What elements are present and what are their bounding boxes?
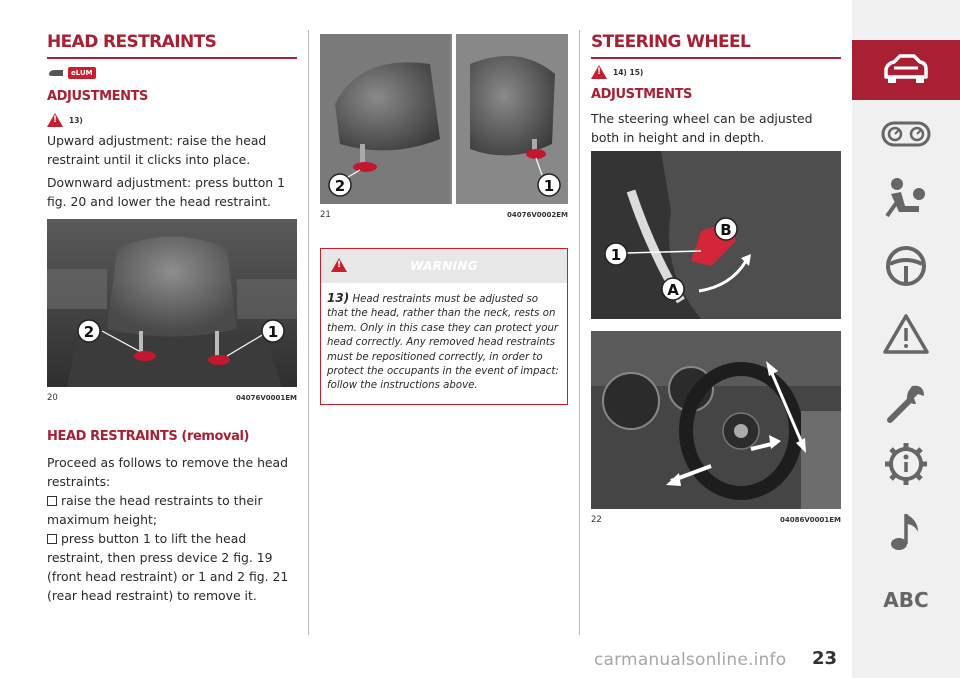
watermark: carmanualsonline.info bbox=[594, 650, 787, 670]
wrench-icon bbox=[884, 380, 928, 424]
chapter-sidebar bbox=[852, 0, 960, 678]
title-rule bbox=[591, 57, 841, 59]
steering-text: The steering wheel can be adjusted both in height and in depth. bbox=[591, 111, 813, 145]
abc-index-label: ABC bbox=[883, 588, 929, 612]
sidebar-item-driving[interactable] bbox=[852, 236, 960, 296]
sidebar-item-multimedia[interactable] bbox=[852, 502, 960, 562]
warning-ref: 14) 15) bbox=[613, 67, 644, 77]
sidebar-item-safety[interactable] bbox=[852, 168, 960, 228]
figure-code: 04076V0002EM bbox=[506, 211, 568, 219]
warning-ref-row bbox=[47, 113, 297, 127]
column-divider bbox=[579, 30, 580, 635]
adjustments-heading: ADJUSTMENTS bbox=[591, 87, 693, 102]
callout-2: 2 bbox=[83, 323, 95, 341]
adjustments-heading: ADJUSTMENTS bbox=[47, 89, 149, 104]
elum-badge: eLUM bbox=[68, 67, 96, 79]
callout-A: A bbox=[667, 281, 679, 299]
figure-22-bottom-photo bbox=[591, 331, 841, 509]
figure-code: 04076V0001EM bbox=[235, 394, 297, 402]
sidebar-item-maintenance[interactable] bbox=[852, 372, 960, 432]
dashboard-gauges-icon bbox=[881, 121, 931, 147]
figure-21-caption bbox=[320, 210, 568, 220]
warning-triangle-icon bbox=[591, 65, 607, 79]
sidebar-item-dashboard[interactable] bbox=[852, 104, 960, 164]
warning-ref-row bbox=[591, 65, 841, 79]
warning-triangle-icon bbox=[882, 313, 930, 355]
version-badge-row bbox=[47, 67, 297, 79]
warning-number: 13) bbox=[327, 291, 350, 305]
adjustments-body bbox=[47, 131, 297, 211]
callout-2: 2 bbox=[334, 177, 346, 195]
figure-22-top-photo bbox=[591, 151, 841, 319]
removal-step-2 bbox=[47, 529, 297, 605]
right-column bbox=[591, 0, 841, 525]
figure-21-photo bbox=[320, 34, 568, 204]
car-icon bbox=[880, 53, 932, 87]
left-column bbox=[47, 0, 297, 605]
column-divider bbox=[308, 30, 309, 635]
removal-intro: Proceed as follows to remove the head restraints: bbox=[47, 455, 289, 489]
removal-heading: HEAD RESTRAINTS (removal) bbox=[47, 429, 250, 444]
figure-number: 22 bbox=[591, 515, 602, 525]
upward-adjust-text: Upward adjustment: raise the head restraint until it clicks into place. bbox=[47, 133, 267, 167]
head-restraints-title: HEAD RESTRAINTS bbox=[47, 32, 217, 52]
middle-column bbox=[320, 0, 568, 405]
sidebar-item-technical[interactable] bbox=[852, 434, 960, 494]
sidebar-item-warnings[interactable] bbox=[852, 304, 960, 364]
checkbox-bullet-icon bbox=[47, 496, 57, 506]
removal-step-text: press button 1 to lift the head restraint, then press device 2 fig. 19 (front head restraint) or 1 and 2 fig. 21 (rear head restraint) to remove it. bbox=[47, 531, 289, 603]
figure-code: 04086V0001EM bbox=[779, 516, 841, 524]
removal-step-text: raise the head restraints to their maximum height; bbox=[47, 493, 263, 527]
checkbox-bullet-icon bbox=[47, 534, 57, 544]
removal-step-1 bbox=[47, 491, 297, 529]
callout-1: 1 bbox=[543, 177, 555, 195]
callout-1: 1 bbox=[267, 323, 279, 341]
key-icon bbox=[47, 67, 65, 79]
figure-20-caption bbox=[47, 393, 297, 403]
title-rule bbox=[47, 57, 297, 59]
warning-box bbox=[320, 248, 568, 405]
warning-triangle-icon bbox=[331, 258, 347, 272]
sidebar-item-index[interactable] bbox=[852, 570, 960, 630]
figure-number: 20 bbox=[47, 393, 58, 403]
callout-1: 1 bbox=[610, 246, 622, 264]
figure-20-photo bbox=[47, 219, 297, 387]
music-note-icon bbox=[888, 510, 924, 554]
warning-body: Head restraints must be adjusted so that the head, rather than the neck, rests on them. Only in this case they can protect your head correctly. Any removed head restraints must be repositioned correctly, in order to protect the occupants in the event of impact: follow the instructions above. bbox=[327, 294, 559, 392]
downward-adjust-text: Downward adjustment: press button 1 fig. 20 and lower the head restraint. bbox=[47, 175, 285, 209]
warning-header bbox=[321, 249, 567, 283]
page-number: 23 bbox=[812, 648, 838, 669]
warning-ref: 13) bbox=[69, 115, 83, 125]
figure-22-caption bbox=[591, 515, 841, 525]
removal-body bbox=[47, 453, 297, 605]
warning-title: WARNING bbox=[410, 259, 478, 273]
steering-wheel-icon bbox=[884, 244, 928, 288]
steering-body bbox=[591, 109, 841, 147]
callout-B: B bbox=[720, 221, 732, 239]
warning-triangle-icon bbox=[47, 113, 63, 127]
sidebar-item-car[interactable] bbox=[852, 40, 960, 100]
steering-wheel-title: STEERING WHEEL bbox=[591, 32, 751, 52]
figure-number: 21 bbox=[320, 210, 331, 220]
info-gear-icon bbox=[883, 441, 929, 487]
seated-passenger-icon bbox=[883, 176, 929, 220]
warning-text bbox=[321, 283, 567, 404]
